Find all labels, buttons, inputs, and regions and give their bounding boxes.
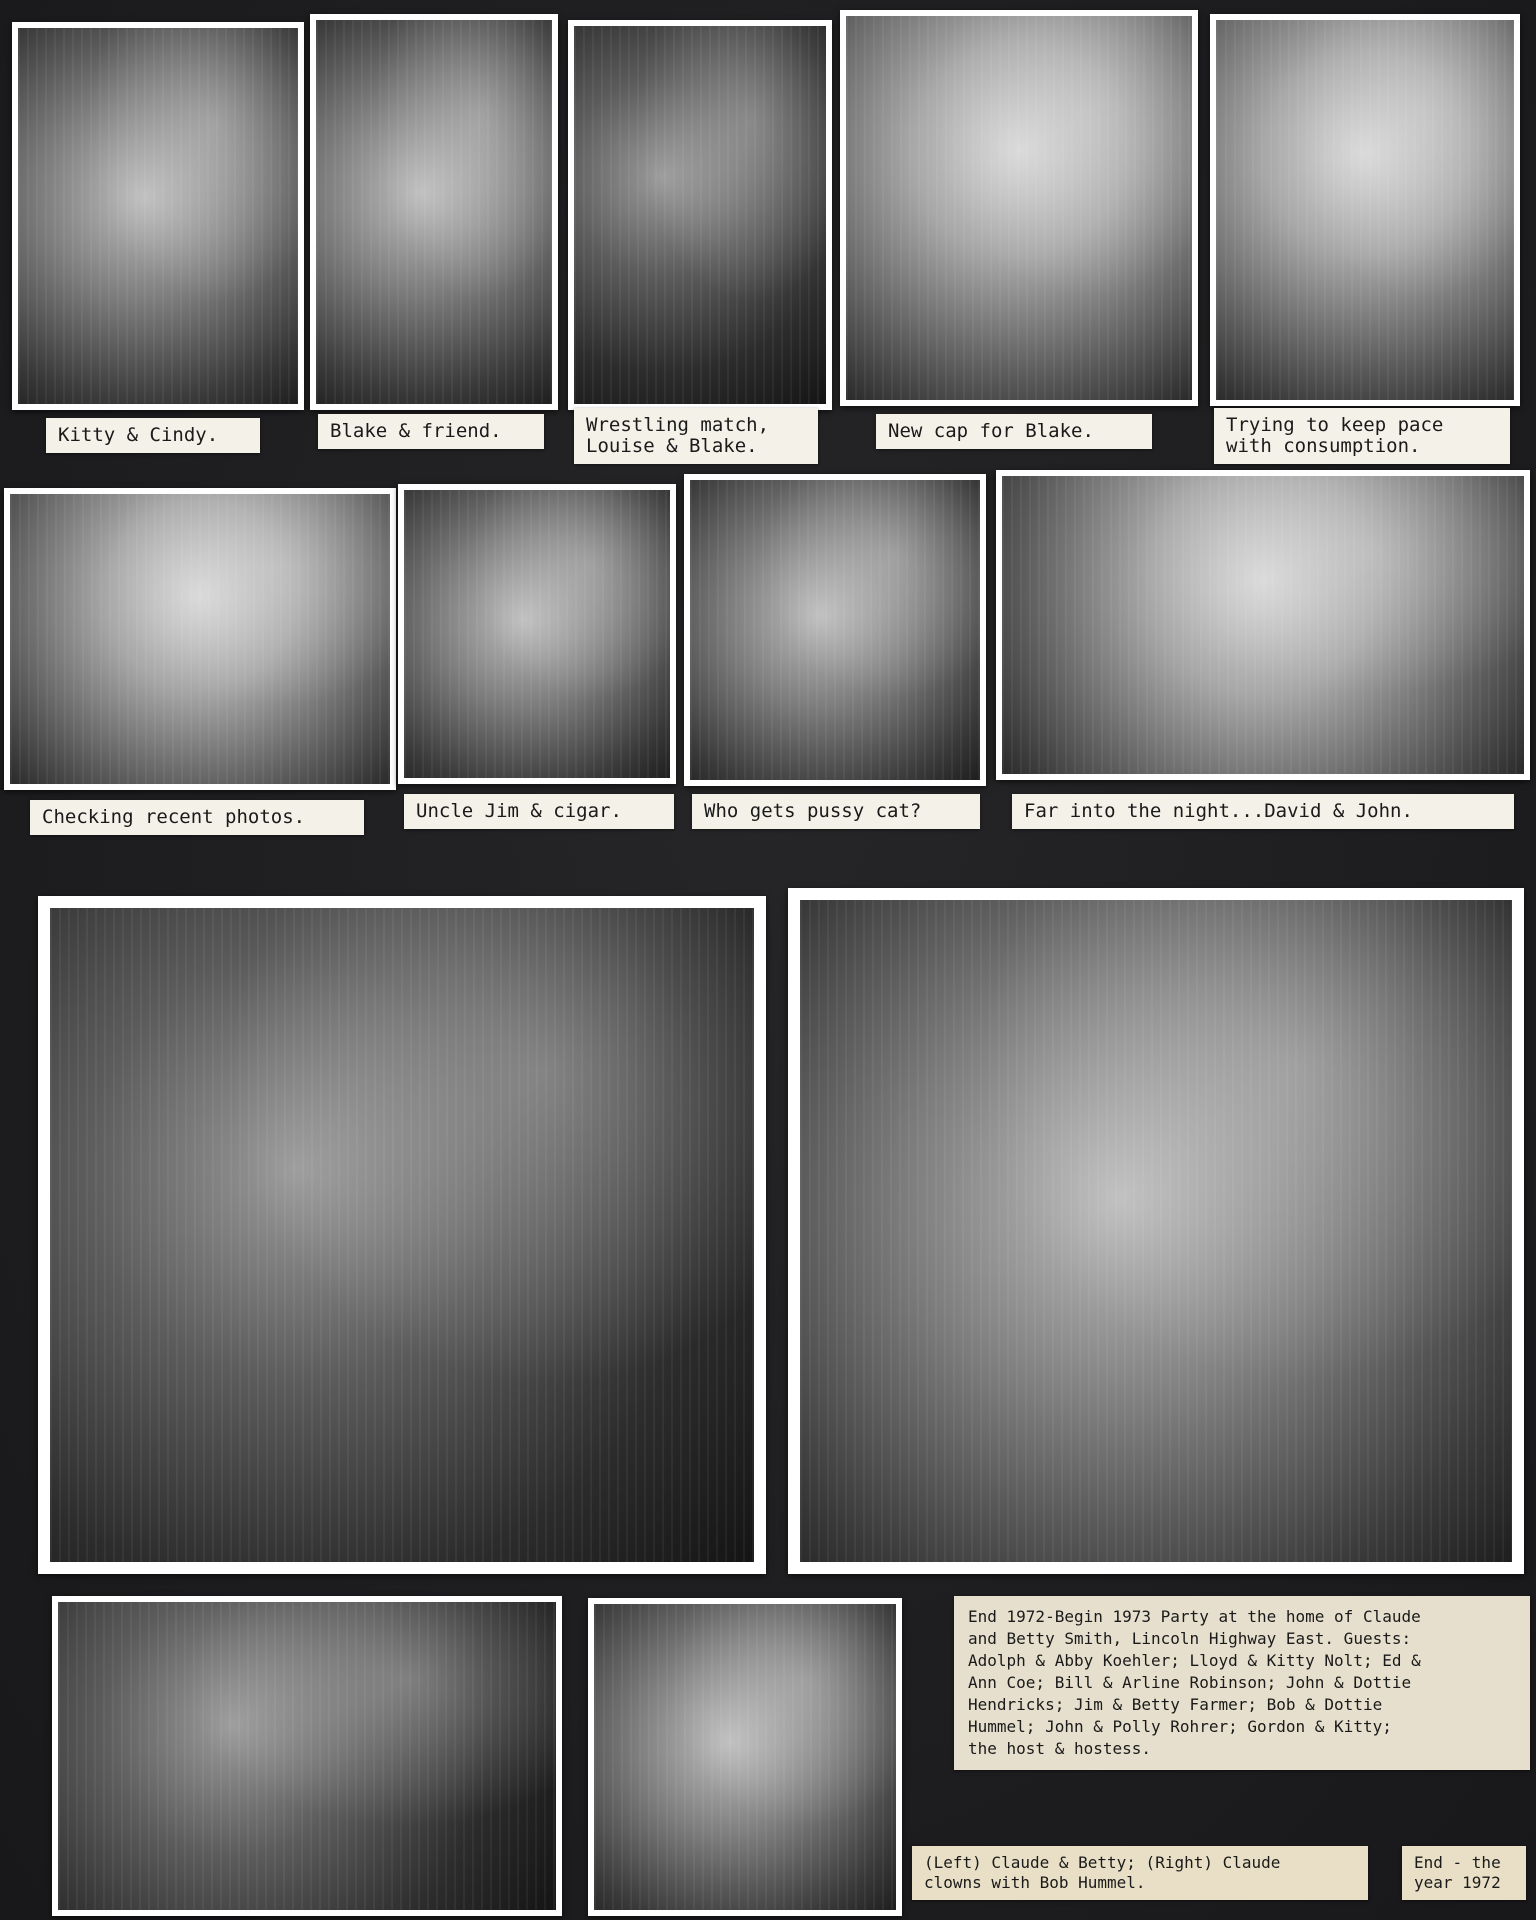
caption-pussy-cat: Who gets pussy cat? [692, 794, 980, 829]
caption-far-into: Far into the night...David & John. [1012, 794, 1514, 829]
photo-pussy-cat [684, 474, 986, 786]
caption-uncle-jim: Uncle Jim & cigar. [404, 794, 674, 829]
caption-end-year: End - the year 1972 [1402, 1846, 1526, 1900]
caption-trying: Trying to keep pace with consumption. [1214, 408, 1510, 464]
photo-women-group [788, 888, 1524, 1574]
caption-blake-friend: Blake & friend. [318, 414, 544, 449]
photo-blake-friend [310, 14, 558, 410]
caption-checking: Checking recent photos. [30, 800, 364, 835]
party-note: End 1972-Begin 1973 Party at the home of Claude and Betty Smith, Lincoln Highway East. Guests: Adolph & Abby Koehler; Lloyd & Kitty Nolt; Ed & Ann Coe; Bill & Arline Robinson; John & Dottie Hendricks; Jim & Betty Farmer; Bob & Dottie Hummel; John & Polly Rohrer; Gordon & Kitty; the host & hostess. [954, 1596, 1530, 1770]
photo-uncle-jim [398, 484, 676, 784]
photo-claude-bob [588, 1598, 902, 1916]
photo-men-party-hats [38, 896, 766, 1574]
photo-kitty-cindy [12, 22, 304, 410]
photo-checking [4, 488, 396, 790]
caption-new-cap: New cap for Blake. [876, 414, 1152, 449]
caption-wrestling: Wrestling match, Louise & Blake. [574, 408, 818, 464]
photo-new-cap [840, 10, 1198, 406]
caption-claude-betty: (Left) Claude & Betty; (Right) Claude clowns with Bob Hummel. [912, 1846, 1368, 1900]
photo-far-into [996, 470, 1530, 780]
photo-wrestling [568, 20, 832, 410]
photo-claude-betty [52, 1596, 562, 1916]
caption-kitty-cindy: Kitty & Cindy. [46, 418, 260, 453]
photo-trying [1210, 14, 1520, 406]
